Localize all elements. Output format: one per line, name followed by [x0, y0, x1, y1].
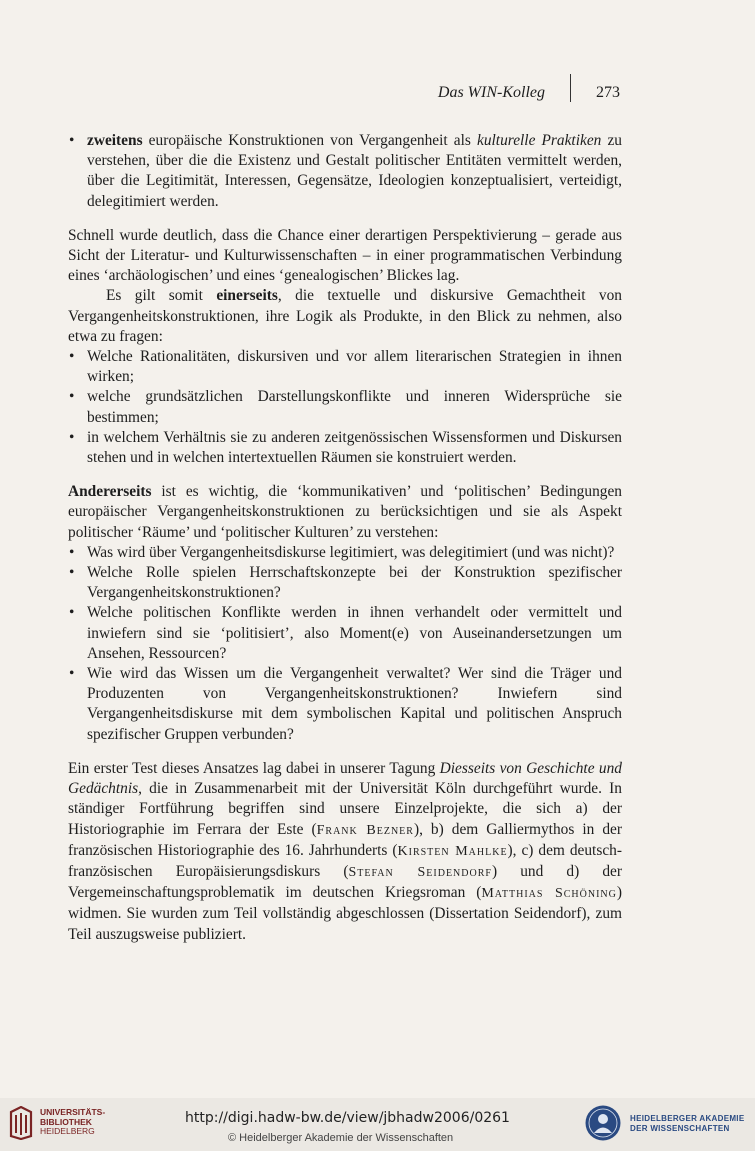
digitization-footer: [0, 1098, 755, 1151]
university-library-name: UNIVERSITÄTS- BIBLIOTHEK HEIDELBERG: [40, 1107, 106, 1136]
university-library-logo-icon: [8, 1106, 34, 1140]
bullet-list-questions-1: [68, 347, 622, 468]
list-item: • in welchem Verhältnis sie zu anderen zeitgenössischen Wissensformen und Diskursen stehen und in welchen intertextuellen Räumen sie konstruiert werden.: [68, 428, 622, 468]
list-item: • Welche politischen Konflikte werden in ihnen verhandelt oder vermittelt und inwiefern sind sie ‘politisiert’, also Moment(e) von Auseinandersetzungen um Ansehen, Ressourcen?: [68, 603, 622, 664]
running-title: Das WIN-Kolleg: [437, 84, 545, 101]
copyright-notice: © Heidelberger Akademie der Wissenschaften: [228, 1132, 454, 1144]
list-item: • Welche Rationalitäten, diskursiven und vor allem literarischen Strategien in ihnen wirken;: [68, 347, 622, 387]
academy-seal-icon: [584, 1104, 622, 1142]
list-item: • Welche Rolle spielen Herrschaftskonzepte bei der Konstruktion spezifischer Vergangenheitskonstruktionen?: [68, 563, 622, 603]
paragraph: Schnell wurde deutlich, dass die Chance einer derartigen Perspektivierung – gerade aus Sicht der Literatur- und Kulturwissenschaften – in einer programmatischen Verbindung eines ‘archäologischen’ und eines ‘genealogischen’ Blickes lag.: [68, 226, 622, 285]
list-item: • zweitens europäische Konstruktionen von Vergangenheit als kulturelle Praktiken zu verstehen, über die die Existenz und Gestalt politischer Entitäten vermittelt werden, über die Legitimität, Interessen, Gegensätze, Ideologien konzeptualisiert, verteidigt, delegitimiert werden.: [68, 131, 622, 212]
body-text: [68, 131, 622, 945]
bullet-list-intro: [68, 131, 622, 212]
list-item: • Was wird über Vergangenheitsdiskurse legitimiert, was delegitimiert (und was nicht)?: [68, 543, 622, 563]
header-divider: [570, 74, 571, 102]
paragraph: Es gilt somit einerseits, die textuelle und diskursive Gemachtheit von Vergangenheitskonstruktionen, ihre Logik als Produkte, in den Blick zu nehmen, also etwa zu fragen:: [68, 287, 622, 345]
bullet-list-questions-2: [68, 543, 622, 745]
running-header: [0, 84, 755, 106]
list-item: • welche grundsätzlichen Darstellungskonflikte und inneren Widersprüche sie bestimmen;: [68, 387, 622, 427]
author-name: Kirsten Mahlke: [397, 843, 508, 859]
paragraph: Andererseits ist es wichtig, die ‘kommunikativen’ und ‘politischen’ Bedingungen europäischer Vergangenheitskonstruktionen zu berücksichtigen und sie als Aspekt politischer ‘Räume’ und ‘politischer Kulturen’ zu verstehen:: [68, 483, 622, 541]
permalink-url[interactable]: http://digi.hadw-bw.de/view/jbhadw2006/0261: [185, 1110, 510, 1126]
list-item: • Wie wird das Wissen um die Vergangenheit verwaltet? Wer sind die Träger und Produzenten von Vergangenheitskonstruktionen? Inwiefern sind Vergangenheitsdiskurse mit dem symbolischen Kapital und politischen Anspruch spezifischer Gruppen verbunden?: [68, 664, 622, 745]
author-name: Frank Bezner: [316, 822, 414, 838]
page-number: 273: [596, 84, 620, 101]
author-name: Matthias Schöning: [481, 886, 617, 902]
paragraph: Ein erster Test dieses Ansatzes lag dabei in unserer Tagung Diesseits von Geschichte und Gedächtnis, die in Zusammenarbeit mit der Universität Köln durchgeführt wurde. In ständiger Fortführung begriffen sind unsere Einzelprojekte, die sich a) der Historiographie im Ferrara der Este (Frank Bezner), b) dem Galliermythos in der französischen Historiographie des 16. Jahrhunderts (Kirsten Mahlke), c) dem deutsch-französischen Europäisierungsdiskurs (Stefan Seidendorf) und d) der Vergemeinschaftungsproblematik im deutschen Kriegsroman (Matthias Schöning) widmen. Sie wurden zum Teil vollständig abgeschlossen (Dissertation Seidendorf), zum Teil auszugsweise publiziert.: [68, 759, 623, 943]
academy-name: HEIDELBERGER AKADEMIE DER WISSENSCHAFTEN: [630, 1114, 745, 1133]
author-name: Stefan Seidendorf: [348, 864, 492, 880]
